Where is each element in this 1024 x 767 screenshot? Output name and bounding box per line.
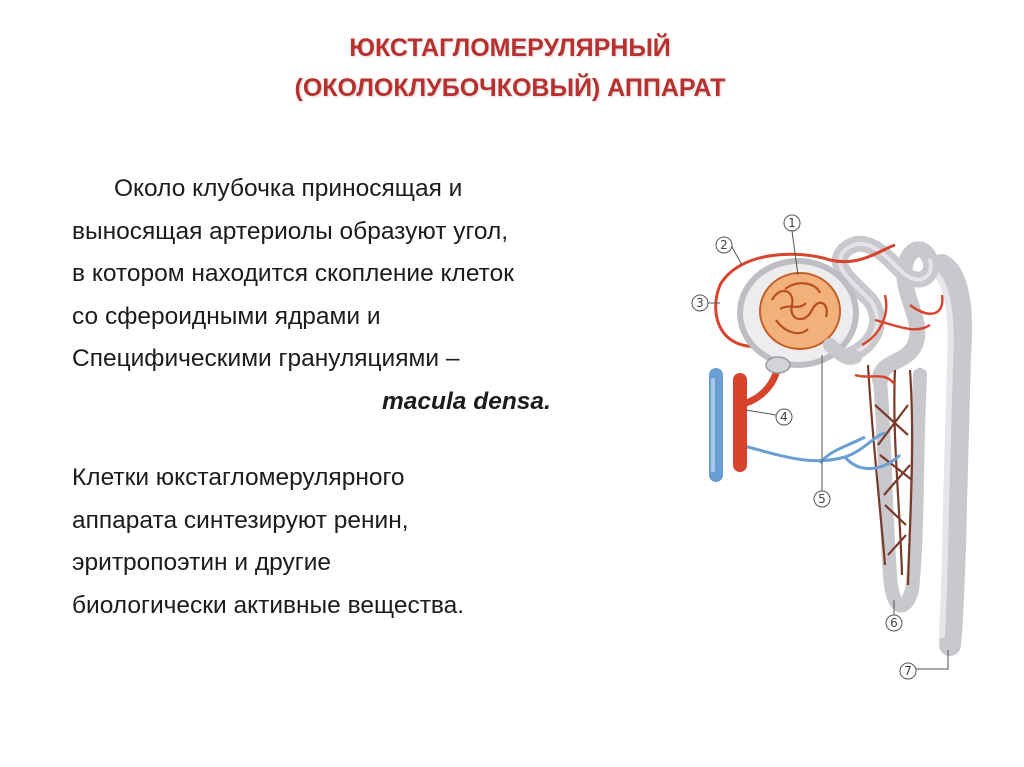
slide-body: [72, 168, 682, 627]
paragraph-1-line: выносящая артериолы образуют угол,: [72, 217, 509, 245]
paragraph-gap: [72, 423, 682, 457]
slide-title: [210, 28, 810, 108]
glomerulus: [760, 273, 840, 349]
paragraph-2-line: аппарата синтезируют ренин,: [72, 506, 409, 534]
paragraph-1-line: Около клубочка приносящая и: [114, 175, 463, 202]
macula-densa-region: [766, 357, 790, 373]
paragraph-2-line: эритропоэтин и другие: [72, 549, 332, 576]
macula-densa-term: macula densa.: [382, 387, 551, 415]
callout-6-label: 6: [890, 616, 898, 630]
title-line-2: (ОКОЛОКЛУБОЧКОВЫЙ) АППАРАТ: [294, 74, 726, 102]
paragraph-1: [72, 168, 682, 423]
callout-2: [716, 237, 742, 265]
paragraph-2: [72, 457, 682, 627]
callout-7-label: 7: [904, 664, 912, 678]
callout-3-label: 3: [696, 296, 704, 310]
loop-of-henle: [880, 375, 920, 606]
callout-5-label: 5: [818, 492, 826, 506]
paragraph-1-line: в котором находится скопление клеток: [72, 260, 514, 287]
paragraph-2-line: биологически активные вещества.: [72, 591, 465, 619]
callout-1-label: 1: [788, 216, 796, 230]
callout-4: [746, 409, 792, 425]
paragraph-1-line: Специфическими грануляциями –: [72, 345, 460, 372]
paragraph-2-line: Клетки юкстагломерулярного: [72, 464, 405, 491]
paragraph-1-line: со сфероидными ядрами и: [72, 302, 381, 330]
callout-4-label: 4: [780, 410, 788, 424]
callout-5: [814, 355, 830, 507]
callout-7: [900, 650, 948, 679]
juxtaglomerular-diagram: [680, 205, 1000, 690]
title-line-1: ЮКСТАГЛОМЕРУЛЯРНЫЙ: [349, 34, 671, 62]
callout-2-label: 2: [720, 238, 728, 252]
